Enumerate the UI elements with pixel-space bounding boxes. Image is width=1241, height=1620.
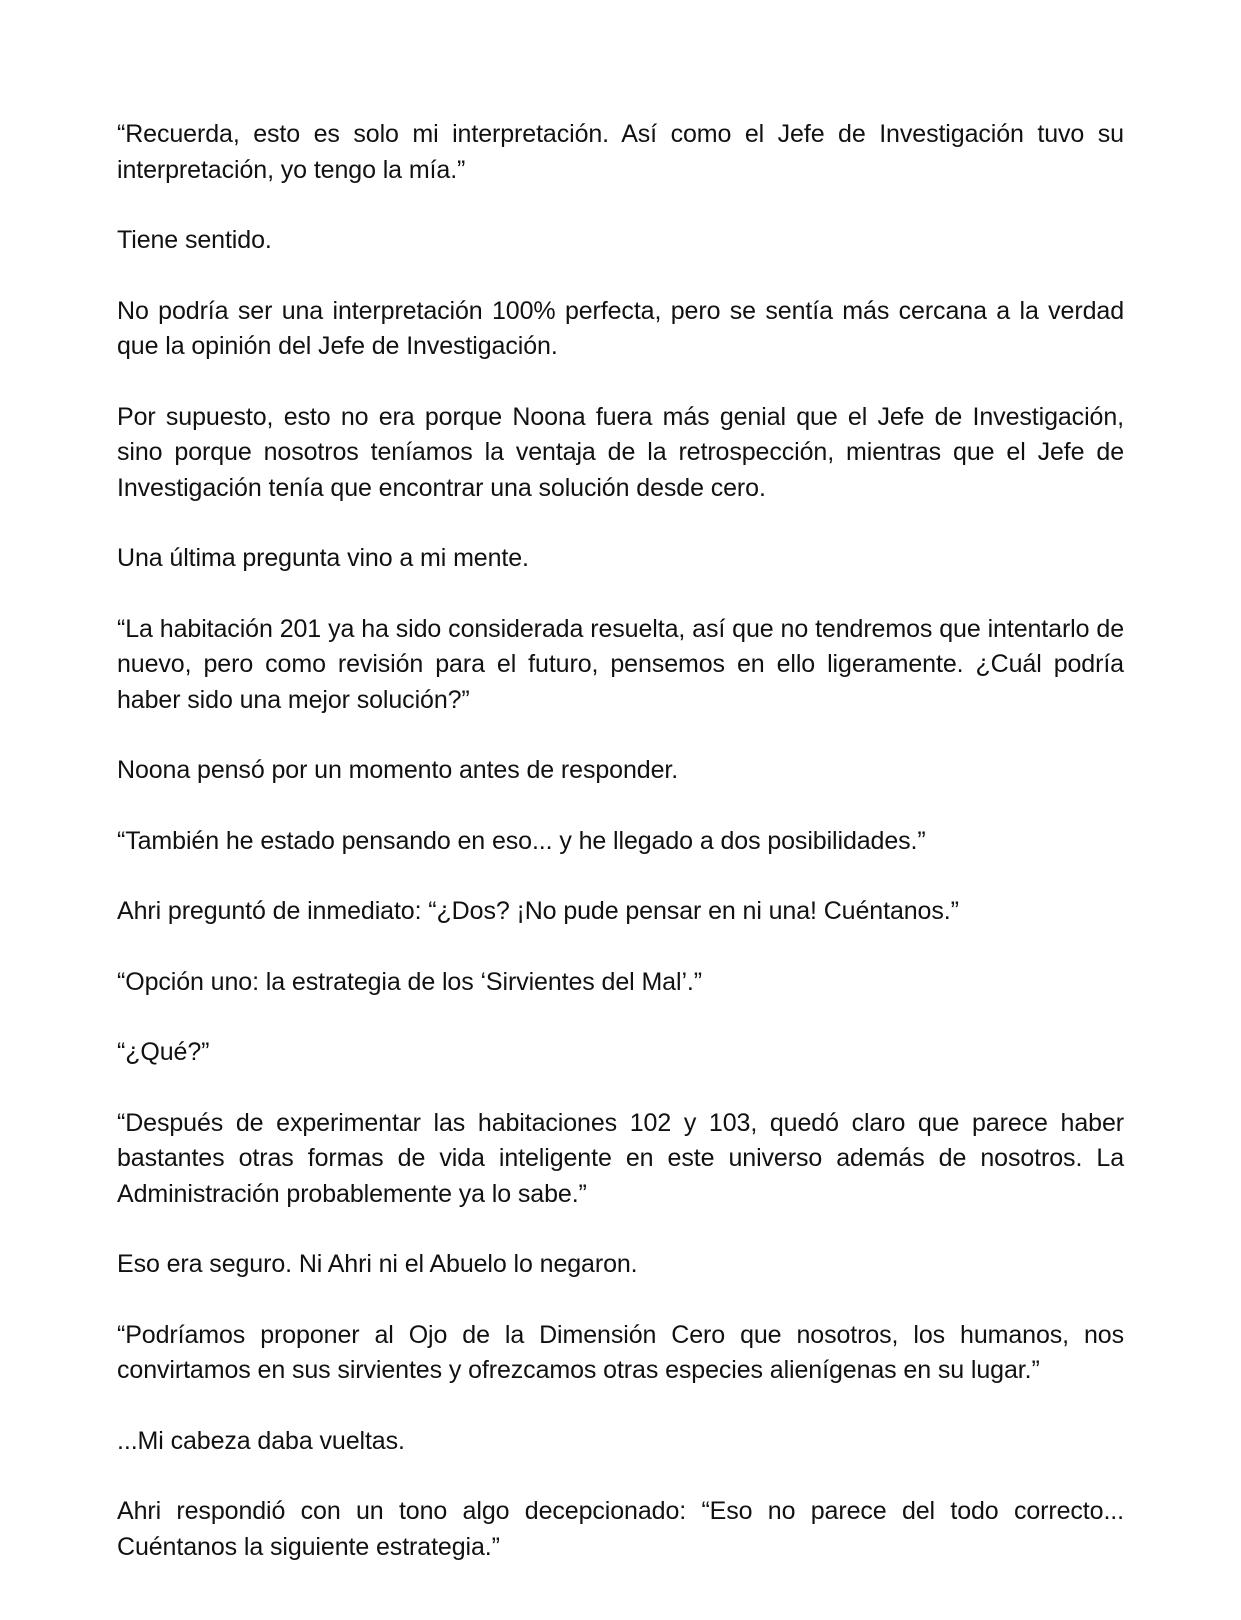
paragraph: No podría ser una interpretación 100% perfecta, pero se sentía más cercana a la verdad que la opinión del Jefe de Investigación. [117, 296, 1124, 360]
paragraph: “Recuerda, esto es solo mi interpretación. Así como el Jefe de Investigación tuvo su interpretación, yo tengo la mía.” [117, 120, 1124, 184]
paragraph: “Después de experimentar las habitaciones 102 y 103, quedó claro que parece haber bastantes otras formas de vida inteligente en este universo además de nosotros. La Administración probablemente ya lo sabe.” [117, 1108, 1124, 1208]
paragraph: Por supuesto, esto no era porque Noona fuera más genial que el Jefe de Investigación, sino porque nosotros teníamos la ventaja de la retrospección, mientras que el Jefe de Investigación tenía que encontrar una solución desde cero. [117, 402, 1124, 502]
paragraph: Tiene sentido. [117, 226, 272, 254]
paragraph: Una última pregunta vino a mi mente. [117, 544, 529, 572]
paragraph: Noona pensó por un momento antes de responder. [117, 756, 679, 784]
paragraph: Eso era seguro. Ni Ahri ni el Abuelo lo negaron. [117, 1250, 638, 1278]
paragraph: “Podríamos proponer al Ojo de la Dimensión Cero que nosotros, los humanos, nos convirtamos en sus sirvientes y ofrezcamos otras especies alienígenas en su lugar.” [117, 1320, 1124, 1384]
paragraph: “Opción uno: la estrategia de los ‘Sirvientes del Mal’.” [117, 967, 702, 996]
paragraph: Ahri preguntó de inmediato: “¿Dos? ¡No pude pensar en ni una! Cuéntanos.” [117, 897, 959, 925]
document-body [117, 117, 1124, 1565]
paragraph: Ahri respondió con un tono algo decepcionado: “Eso no parece del todo correcto... Cuéntanos la siguiente estrategia.” [117, 1497, 1124, 1561]
paragraph: “¿Qué?” [117, 1038, 210, 1066]
paragraph: “La habitación 201 ya ha sido considerada resuelta, así que no tendremos que intentarlo de nuevo, pero como revisión para el futuro, pensemos en ello ligeramente. ¿Cuál podría haber sido una mejor solución?” [117, 614, 1124, 714]
paragraph: “También he estado pensando en eso... y he llegado a dos posibilidades.” [117, 826, 926, 855]
paragraph: ...Mi cabeza daba vueltas. [117, 1426, 405, 1455]
